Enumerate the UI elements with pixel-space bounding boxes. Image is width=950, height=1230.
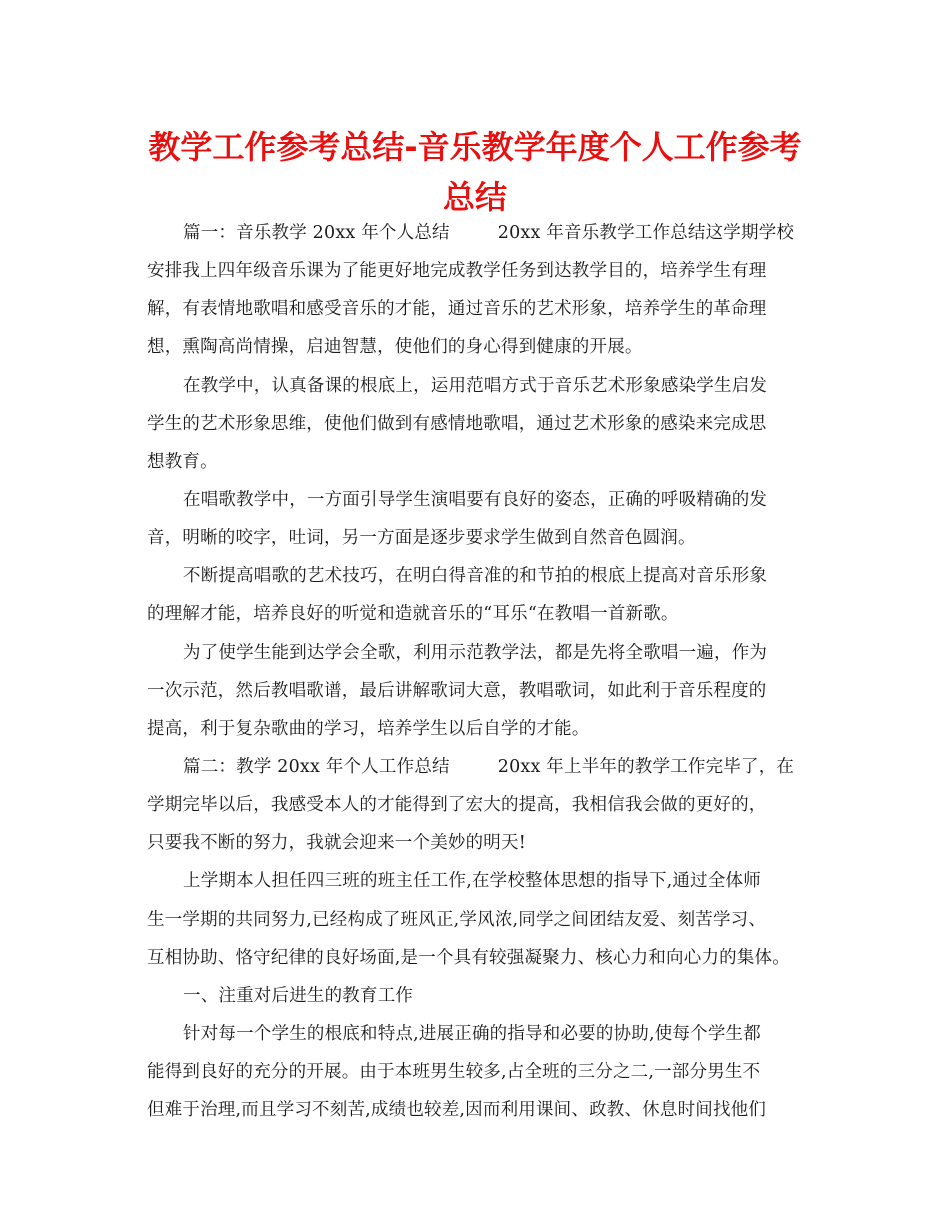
paragraph-line: 但难于治理,而且学习不刻苦,成绩也较差,因而利用课间、政教、休息时间找他们 (147, 1100, 767, 1121)
title-line-1: 教学工作参考总结-音乐教学年度个人工作参考 (148, 128, 802, 166)
section-text: 20xx 年音乐教学工作总结这学期学校 (497, 223, 795, 243)
section-heading: 篇一：音乐教学 20xx 年个人总结 (183, 223, 450, 243)
paragraph-line: 互相协助、恪守纪律的良好场面,是一个具有较强凝聚力、核心力和向心力的集体。 (147, 947, 790, 968)
paragraph-line: 学生的艺术形象思维，使他们做到有感情地歌唱，通过艺术形象的感染来完成思 (147, 413, 767, 434)
paragraph-line: 安排我上四年级音乐课为了能更好地完成教学任务到达教学目的，培养学生有理 (147, 261, 767, 282)
document-title (140, 122, 810, 222)
paragraph-line: 的理解才能，培养良好的听觉和造就音乐的“耳乐“在教唱一首新歌。 (147, 604, 679, 625)
section-heading: 篇二：教学 20xx 年个人工作总结 (183, 756, 450, 777)
paragraph-line (147, 748, 807, 786)
paragraph-line: 在唱歌教学中，一方面引导学生演唱要有良好的姿态，正确的呼吸精确的发 (183, 489, 768, 510)
document-body (147, 214, 807, 1129)
title-line-2: 总结 (442, 178, 507, 216)
paragraph-line: 一次示范，然后教唱歌谱，最后讲解歌词大意，教唱歌词，如此利于音乐程度的 (147, 680, 767, 701)
paragraph-line: 音，明晰的咬字，吐词，另一方面是逐步要求学生做到自然音色圆润。 (147, 528, 696, 549)
paragraph-line: 不断提高唱歌的艺术技巧，在明白得音准的和节拍的根底上提高对音乐形象 (183, 566, 768, 587)
paragraph-line: 能得到良好的充分的开展。由于本班男生较多,占全班的三分之二,一部分男生不 (147, 1062, 761, 1083)
paragraph-line: 生一学期的共同努力,已经构成了班风正,学风浓,同学之间团结友爱、刻苦学习、 (147, 909, 767, 930)
paragraph-line: 解，有表情地歌唱和感受音乐的才能，通过音乐的艺术形象，培养学生的革命理 (147, 299, 767, 320)
paragraph-line: 为了使学生能到达学会全歌，利用示范教学法，都是先将全歌唱一遍，作为 (183, 642, 768, 663)
paragraph-line: 想，熏陶高尚情操，启迪智慧，使他们的身心得到健康的开展。 (147, 337, 643, 358)
paragraph-line: 针对每一个学生的根底和特点,进展正确的指导和必要的协助,使每个学生都 (183, 1023, 761, 1044)
section-text: 20xx 年上半年的教学工作完毕了，在 (497, 756, 795, 777)
paragraph-line: 提高，利于复杂歌曲的学习，培养学生以后自学的才能。 (147, 718, 590, 739)
paragraph-line (147, 214, 807, 252)
paragraph-line: 学期完毕以后，我感受本人的才能得到了宏大的提高，我相信我会做的更好的， (147, 795, 767, 816)
paragraph-line: 只要我不断的努力，我就会迎来一个美妙的明天! (147, 833, 526, 854)
paragraph-line: 想教育。 (147, 451, 218, 472)
subheading-line: 一、注重对后进生的教育工作 (183, 985, 414, 1006)
paragraph-line: 上学期本人担任四三班的班主任工作,在学校整体思想的指导下,通过全体师 (183, 871, 761, 892)
paragraph-line: 在教学中，认真备课的根底上，运用范唱方式于音乐艺术形象感染学生启发 (183, 375, 768, 396)
